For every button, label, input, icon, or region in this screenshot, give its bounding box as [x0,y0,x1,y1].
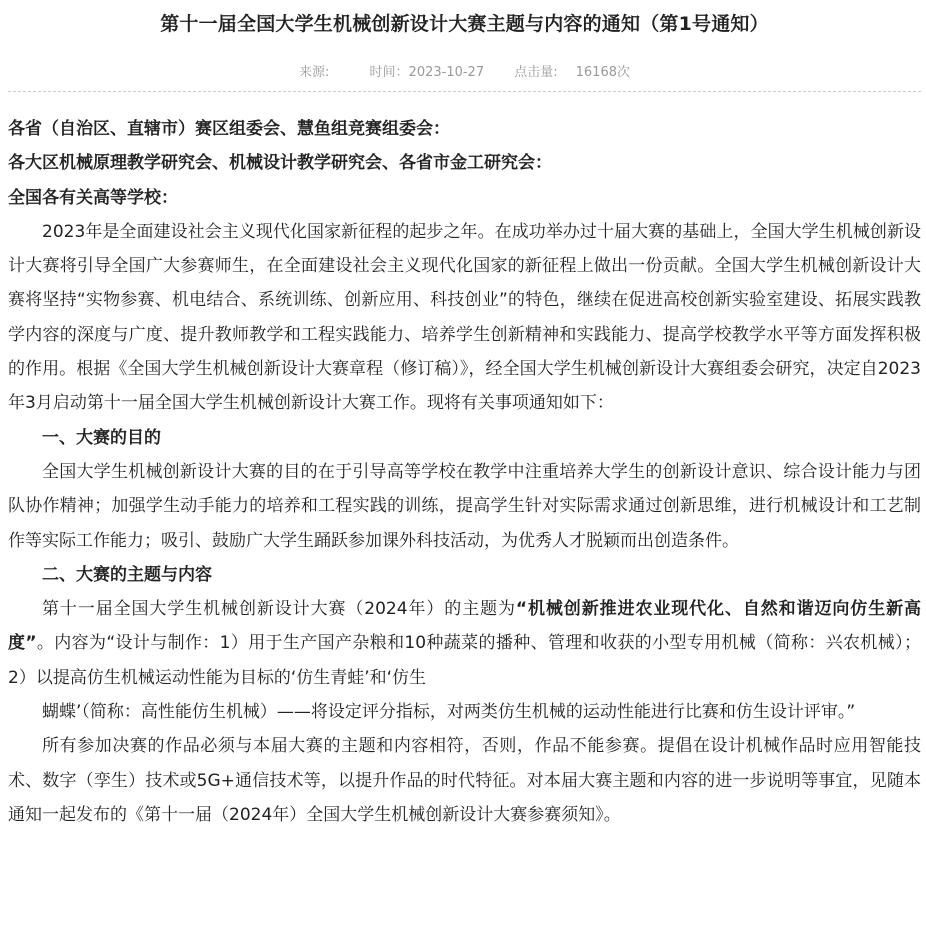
addressee-line: 全国各有关高等学校： [8,187,178,208]
theme-paragraph [8,592,921,695]
publish-date: 2023-10-27 [408,65,485,80]
clicks-label: 点击量: [514,65,558,80]
theme-title: “机械创新推进农业现代化、自然和谐迈向仿生新高度” [8,599,922,654]
section-heading-theme: 二、大赛的主题与内容 [42,564,212,585]
theme-details: 。内容为“设计与制作：1）用于生产国产杂粮和10种蔬菜的播种、管理和收获的小型专用机械（简称：兴农机械）；2）以提高仿生机械运动性能为目标的‘仿生青蛙’和‘仿生 [8,633,921,688]
article-body [8,112,921,832]
section-heading-purpose: 一、大赛的目的 [42,427,161,448]
article-meta [8,61,921,83]
purpose-paragraph: 全国大学生机械创新设计大赛的目的在于引导高等学校在教学中注重培养大学生的创新设计意识、综合设计能力与团队协作精神；加强学生动手能力的培养和工程实践的训练，提高学生针对实际需求通过创新思维，进行机械设计和工艺制作等实际工作能力；吸引、鼓励广大学生踊跃参加课外科技活动，为优秀人才脱颖而出创造条件。 [8,461,921,551]
theme-lead: 第十一届全国大学生机械创新设计大赛（2024年）的主题为 [42,599,516,620]
intro-paragraph: 2023年是全面建设社会主义现代化国家新征程的起步之年。在成功举办过十届大赛的基础上，全国大学生机械创新设计大赛将引导全国广大参赛师生，在全面建设社会主义现代化国家的新征程上做出一份贡献。全国大学生机械创新设计大赛将坚持“实物参赛、机电结合、系统训练、创新应用、科技创业”的特色，继续在促进高校创新实验室建设、拓展实践教学内容的深度与广度、提升教师教学和工程实践能力、培养学生创新精神和实践能力、提高学校教学水平等方面发挥积极的作用。根据《全国大学生机械创新设计大赛章程（修订稿）》，经全国大学生机械创新设计大赛组委会研究，决定自2023年3月启动第十一届全国大学生机械创新设计大赛工作。现将有关事项通知如下： [8,221,921,414]
closing-paragraph: 所有参加决赛的作品必须与本届大赛的主题和内容相符，否则，作品不能参赛。提倡在设计机械作品时应用智能技术、数字（孪生）技术或5G+通信技术等，以提升作品的时代特征。对本届大赛主题和内容的进一步说明等事宜，见随本通知一起发布的《第十一届（2024年）全国大学生机械创新设计大赛参赛须知》。 [8,736,921,825]
source-label: 来源: [299,65,330,80]
article-title: 第十一届全国大学生机械创新设计大赛主题与内容的通知（第1号通知） [160,13,769,35]
meta-divider [8,91,921,92]
addressee-line: 各省（自治区、直辖市）赛区组委会、慧鱼组竞赛组委会： [8,119,450,139]
time-label: 时间： [369,65,409,80]
theme-continuation: 蝴蝶’（简称：高性能仿生机械）——将设定评分指标，对两类仿生机械的运动性能进行比赛和仿生设计评审。” [42,702,856,723]
addressee-line: 各大区机械原理教学研究会、机械设计教学研究会、各省市金工研究会： [8,153,552,174]
click-count: 16168次 [575,65,630,80]
